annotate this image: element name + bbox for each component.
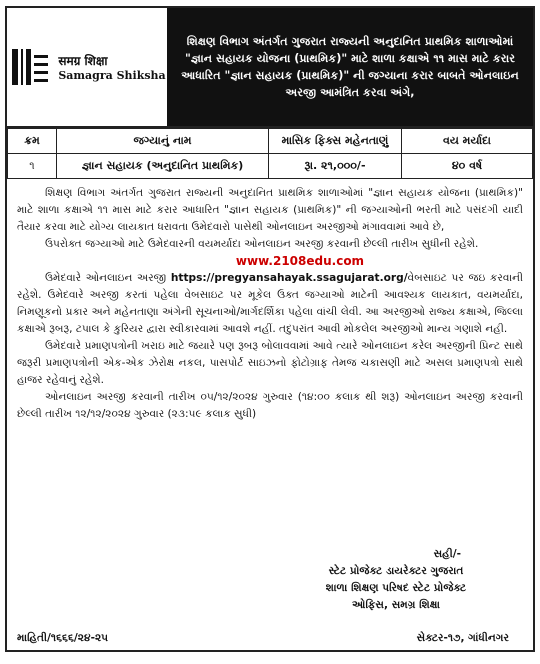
logo-box [8,45,165,89]
cell-age-limit: ૪૦ વર્ષ [402,154,533,179]
signature-block [271,546,521,614]
advertisement-page [5,6,535,652]
samagra-shiksha-logo-icon [8,45,52,89]
col-age-limit: વય મર્યાદા [402,129,533,154]
paragraph-intro: શિક્ષણ વિભાગ અંતર્ગત ગુજરાત રાજ્યની અનુદાનિત પ્રાથમિક શાળાઓમાં "જ્ઞાન સહાયક યોજના (પ્રાથમિક)" માટે શાળા કક્ષાએ ૧૧ માસ માટે કરાર આધારિત "જ્ઞાન સહાયક (પ્રાથમિક)" ની જગ્યાઓની ભરતી માટે પસંદગી યાદી તૈયાર કરવા માટે યોગ્ય લાયકાત ધરાવતા ઉમેદવારો પાસેથી ઓનલાઇન અરજીઓ મંગાવવામાં આવે છે, [17,187,523,233]
paragraph-apply-online [17,270,523,338]
header [7,8,533,128]
notice-heading: શિક્ષણ વિભાગ અંતર્ગત ગુજરાત રાજ્યની અનુદાનિત પ્રાથમિક શાળાઓમાં "જ્ઞાન સહાયક યોજના (પ્રાથમિક)" માટે શાળા કક્ષાએ ૧૧ માસ માટે કરાર આધારિત "જ્ઞાન સહાયક (પ્રાથમિક)" ની જગ્યાના કરાર બાબતે ઓનલાઇન અરજી આમંત્રિત કરવા અંગે, [167,8,533,126]
col-salary: માસિક ફિક્સ મહેનતાણું [269,129,402,154]
logo-text [58,52,165,82]
watermark-text: www.2108edu.com [235,254,365,268]
signature-line-1: સ્ટેટ પ્રોજેક્ટ ડાયરેક્ટર ગુજરાત [328,565,464,577]
signature-line-2: શાળા શિક્ષણ પરિષદ સ્ટેટ પ્રોજેક્ટ [325,582,467,594]
paragraph-dates: ઓનલાઇન અરજી કરવાની તારીખ ૦૫/૧૨/૨૦૨૪ ગુરુવાર (૧૪:૦૦ કલાક થી શરૂ) ઓનલાઇન અરજી કરવાની છેલ્લી તારીખ ૧૨/૧૨/૨૦૨૪ ગુરુવાર (૨૩:૫૯ કલાક સુધી) [17,391,523,420]
paragraph-age-limit: ઉપરોક્ત જગ્યાઓ માટે ઉમેદવારની વયમર્યાદા ઓનલાઇન અરજી કરવાની છેલ્લી તારીખ સુધીની રહેશે. [45,238,479,250]
table-header-row [8,129,533,154]
logo [7,8,167,126]
col-post-name: જગ્યાનું નામ [57,129,269,154]
notice-body [7,179,533,423]
paragraph-verification: ઉમેદવારે પ્રમાણપત્રોની ખરાઇ માટે જયારે પણ રૂબરૂ બોલાવવામાં આવે ત્યારે ઓનલાઇન કરેલ અરજીની પ્રિન્ટ સાથે જરૂરી પ્રમાણપત્રોની એક-એક ઝેરોક્ષ નકલ, પાસપોર્ટ સાઇઝનો ફોટોગ્રાફ તેમજ ચકાસણી માટે અસલ પ્રમાણપત્રો સાથે હાજર રહેવાનું રહેશે. [17,340,523,386]
posts-table [7,128,533,179]
cell-serial: ૧ [8,154,57,179]
cell-post-name: જ્ઞાન સહાયક (અનુદાનિત પ્રાથમિક) [57,154,269,179]
apply-text-post: વેબસાઇટ પર જઇ કરવાની રહેશે. ઉમેદવારે અરજી કરતાં પહેલા વેબસાઇટ પર મૂકેલ ઉક્ત જગ્યાઓ માટેની આવશ્યક લાયકાત, વયમર્યાદા, નિમણૂકનો પ્રકાર અને મહેનતાણા અંગેની સૂચનાઓ/માર્ગદર્શિકા પહેલા વાંચી લેવી. આ અરજીઓ રાજ્ય કક્ષાએ, જિલ્લા કક્ષાએ રૂબરૂ, ટપાલ કે કુરિયર દ્વારા સ્વીકારવામાં આવશે નહીં. તદુપરાંત આવી મોકલેલ અરજીઓ માન્ય ગણાશે નહી. [17,272,523,335]
signature-label: સહી/- [433,548,461,560]
col-serial: ક્રમ [8,129,57,154]
logo-line-1: समग्र शिक्षा [58,54,108,68]
logo-line-2: Samagra Shiksha [58,69,166,82]
apply-website-link[interactable]: https://pregyansahayak.ssagujarat.org/ [170,272,408,284]
table-row [8,154,533,179]
cell-salary: રૂા. ૨૧,૦૦૦/- [269,154,402,179]
signature-line-4: સેક્ટર-૧૭, ગાંધીનગર [416,632,509,644]
apply-text-pre: ઉમેદવારે ઓનલાઇન અરજી [45,272,171,284]
signature-line-3: ઓફિસ, સમગ્ર શિક્ષા [351,599,441,611]
reference-number: માહિતી/૧૬૬૬/૨૪-૨૫ [17,632,109,644]
